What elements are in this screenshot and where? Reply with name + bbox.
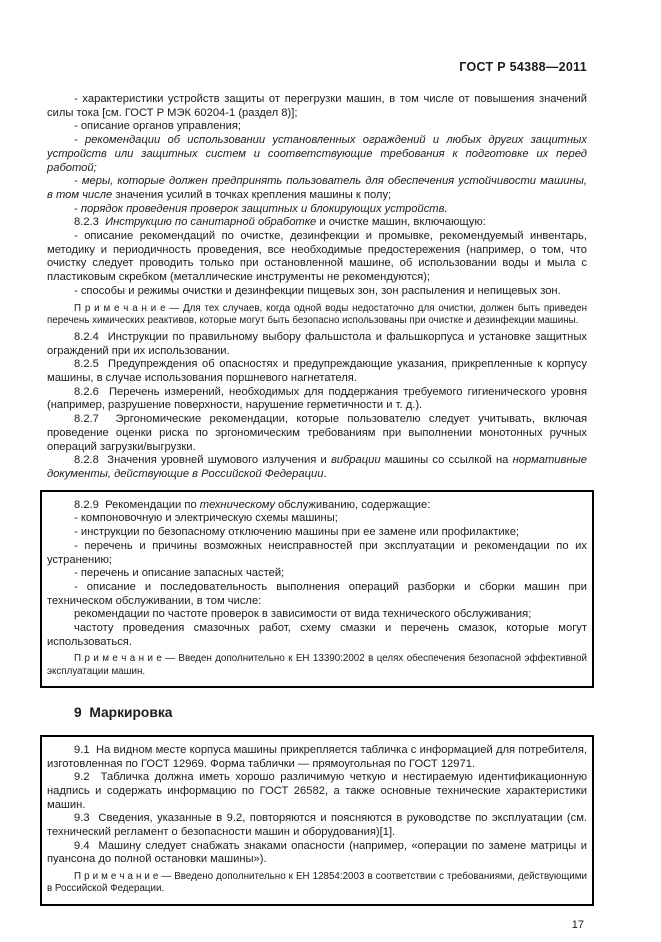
paragraph-8-2-8: 8.2.8 Значения уровней шумового излучения и вибрации машины со ссылкой на нормативные документы, действующие в Российской Федерации. [47, 454, 587, 480]
supplement-box-8-2-9 [40, 490, 594, 688]
paragraph: - характеристики устройств защиты от перегрузки машин, в том числе от повышения значений силы тока [см. ГОСТ Р МЭК 60204-1 (раздел 8)]; [47, 93, 587, 119]
paragraph: - меры, которые должен предпринять пользователь для обеспечения устойчивости машины, в том числе значения усилий в точках крепления машины к полу; [47, 175, 588, 201]
paragraph: частоту проведения смазочных работ, схему смазки и перечень смазок, которые могут использоваться. [47, 622, 587, 648]
paragraph-8-2-6: 8.2.6 Перечень измерений, необходимых для поддержания требуемого гигиенического уровня (например, разрушение поверхности, нарушение герметичности и т. д.). [47, 385, 587, 412]
paragraph: - порядок проведения проверок защитных и блокирующих устройств. [74, 202, 448, 215]
paragraph: - компоновочную и электрическую схемы машины; [74, 512, 338, 525]
note: П р и м е ч а н и е — Для тех случаев, когда одной воды недостаточно для очистки, должен быть приведен перечень химических реактивов, которые могут быть безопасно использованы при очистке и дезинфекции машины. [47, 302, 587, 326]
note: П р и м е ч а н и е — Введен дополнительно к ЕН 13390:2002 в целях обеспечения безопасной эффективной эксплуатации машин. [47, 653, 587, 677]
paragraph: - перечень и описание запасных частей; [74, 567, 285, 580]
paragraph-8-2-9: 8.2.9 Рекомендации по техническому обслуживанию, содержащие: [74, 498, 431, 511]
note: П р и м е ч а н и е — Введено дополнительно к ЕН 12854:2003 в соответствии с требованиями, действующими в Российской Федерации. [47, 871, 587, 895]
paragraph: - рекомендации об использовании установленных ограждений и любых других защитных устройств или защитных систем и соответствующие требования к подготовке их перед работой; [47, 134, 587, 174]
paragraph-8-2-7: 8.2.7 Эргономические рекомендации, которые пользователю следует учитывать, включая проведение оценки риска по эргономическим требованиям при выполнении монотонных ручных операций загрузки/выгрузки. [47, 413, 587, 453]
paragraph-9-3: 9.3 Сведения, указанные в 9.2, повторяются и поясняются в руководстве по эксплуатации (см. технический регламент о безопасности машин и оборудования)[1]. [47, 812, 587, 839]
page-number: 17 [571, 918, 584, 931]
paragraph-9-4: 9.4 Машину следует снабжать знаками опасности (например, «операции по замене матрицы и пуансона до полной остановки машины»). [47, 839, 587, 866]
paragraph: - способы и режимы очистки и дезинфекции пищевых зон, зон распыления и непищевых зон. [74, 284, 561, 297]
paragraph-8-2-3: 8.2.3 Инструкцию по санитарной обработке и очистке машин, включающую: [74, 216, 486, 229]
paragraph: - описание органов управления; [74, 120, 242, 133]
paragraph: рекомендации по частоте проверок в зависимости от вида технического обслуживания; [74, 608, 532, 621]
paragraph-9-2: 9.2 Табличка должна иметь хорошо различимую четкую и нестираемую идентификационную надпись и содержать информацию по ГОСТ 26582, а также основные технические характеристики машин. [47, 771, 587, 811]
paragraph: - инструкции по безопасному отключению машины при ее замене или профилактике; [74, 526, 520, 539]
supplement-box-9 [40, 735, 594, 906]
paragraph: - перечень и причины возможных неисправностей при эксплуатации и рекомендации по их устранению; [47, 539, 587, 566]
paragraph-8-2-4: 8.2.4 Инструкции по правильному выбору фальшстола и фальшкорпуса и установке защитных ограждений при их использовании. [47, 330, 587, 357]
page-content [47, 60, 587, 942]
section-9-heading: 9 Маркировка [74, 704, 173, 720]
paragraph-9-1: 9.1 На видном месте корпуса машины прикрепляется табличка с информацией для потребителя, изготовленная по ГОСТ 12969. Форма таблички — прямоугольная по ГОСТ 12971. [47, 743, 587, 770]
paragraph: - описание рекомендаций по очистке, дезинфекции и промывке, рекомендуемый инвентарь, методику и периодичность проведения, все необходимые предостережения (например, о том, что очистку следует проводить только при остановленной машине, об использовании воды и мыла с пластиковым скребком (металлические инструменты не рекомендуются); [47, 230, 587, 284]
standard-code-header: ГОСТ Р 54388—2011 [459, 60, 587, 74]
paragraph: - описание и последовательность выполнения операций разборки и сборки машин при техническом обслуживании, в том числе: [47, 580, 587, 607]
paragraph-8-2-5: 8.2.5 Предупреждения об опасностях и предупреждающие указания, прикрепленные к корпусу машины, в случае использования поршневого нагнетателя. [47, 358, 587, 385]
